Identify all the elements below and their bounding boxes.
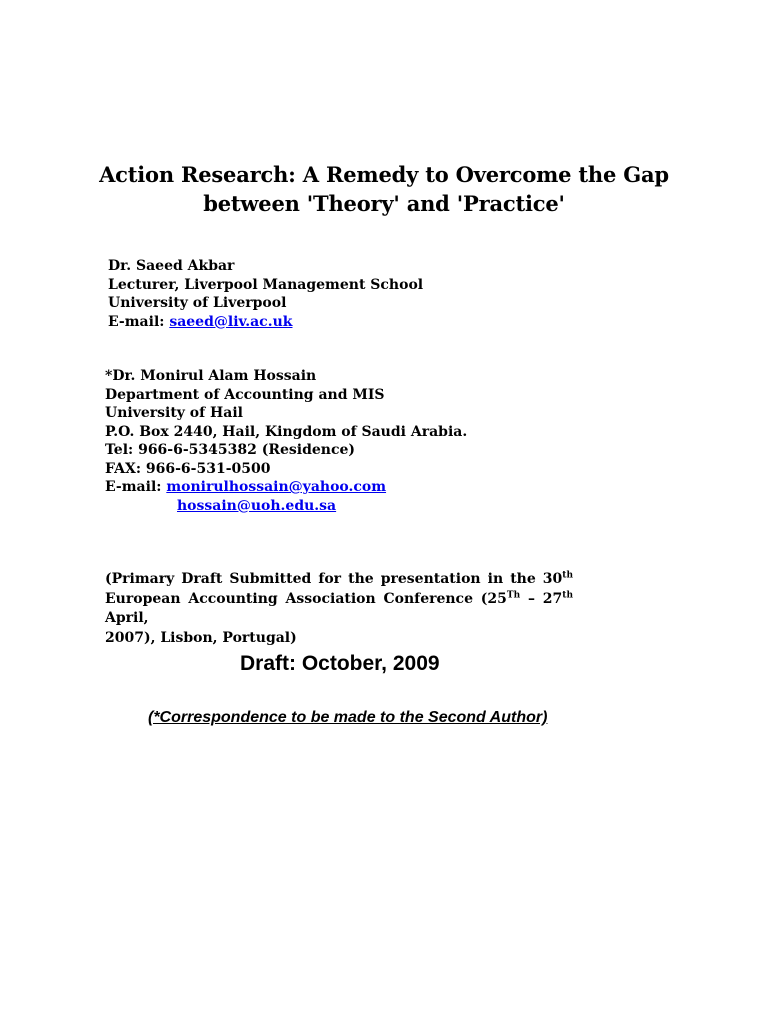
author-1-email-line [108, 313, 423, 332]
author-2-email-label: E-mail: [105, 479, 167, 495]
author-1-block [108, 257, 423, 331]
note-line-2 [105, 590, 573, 629]
author-1-position: Lecturer, Liverpool Management School [108, 276, 424, 293]
author-2-address: P.O. Box 2440, Hail, Kingdom of Saudi Arabia. [105, 423, 468, 440]
title-line-2: between 'Theory' and 'Practice' [203, 191, 565, 216]
title-line-1: Action Research: A Remedy to Overcome the Gap [99, 162, 669, 187]
author-1-email-label: E-mail: [108, 313, 170, 330]
author-2-email-line [105, 478, 467, 497]
submission-note [105, 570, 573, 648]
draft-date: Draft: October, 2009 [240, 652, 440, 675]
note-line-2-text-b: – 27 [520, 590, 563, 607]
note-sup-27th: th [562, 589, 573, 600]
author-2-email-line-2 [105, 497, 467, 516]
author-1-institution: University of Liverpool [108, 295, 287, 311]
note-line-1-text: (Primary Draft Submitted for the presentation in the 30 [105, 571, 563, 587]
author-2-institution: University of Hail [105, 405, 243, 421]
note-sup-25th: Th [506, 589, 521, 600]
note-line-3: 2007), Lisbon, Portugal) [105, 629, 297, 646]
author-2-department: Department of Accounting and MIS [105, 386, 385, 403]
author-1-email-link[interactable]: saeed@liv.ac.uk [169, 313, 293, 330]
author-1-name: Dr. Saeed Akbar [108, 258, 235, 274]
author-2-name: *Dr. Monirul Alam Hossain [105, 368, 317, 384]
note-line-2-text-c: April, [105, 610, 149, 626]
author-2-email-link-1[interactable]: monirulhossain@yahoo.com [166, 479, 387, 495]
note-line-1 [105, 570, 573, 590]
author-2-block [105, 367, 467, 515]
author-2-fax: FAX: 966-6-531-0500 [105, 460, 271, 477]
note-sup-30th: th [562, 570, 573, 581]
correspondence-note: (*Correspondence to be made to the Second Author) [148, 709, 548, 726]
note-line-2-text-a: European Accounting Association Conference (25 [105, 590, 507, 607]
paper-title [0, 160, 768, 218]
author-2-email-link-2[interactable]: hossain@uoh.edu.sa [177, 497, 337, 514]
author-2-tel: Tel: 966-6-5345382 (Residence) [105, 442, 356, 458]
